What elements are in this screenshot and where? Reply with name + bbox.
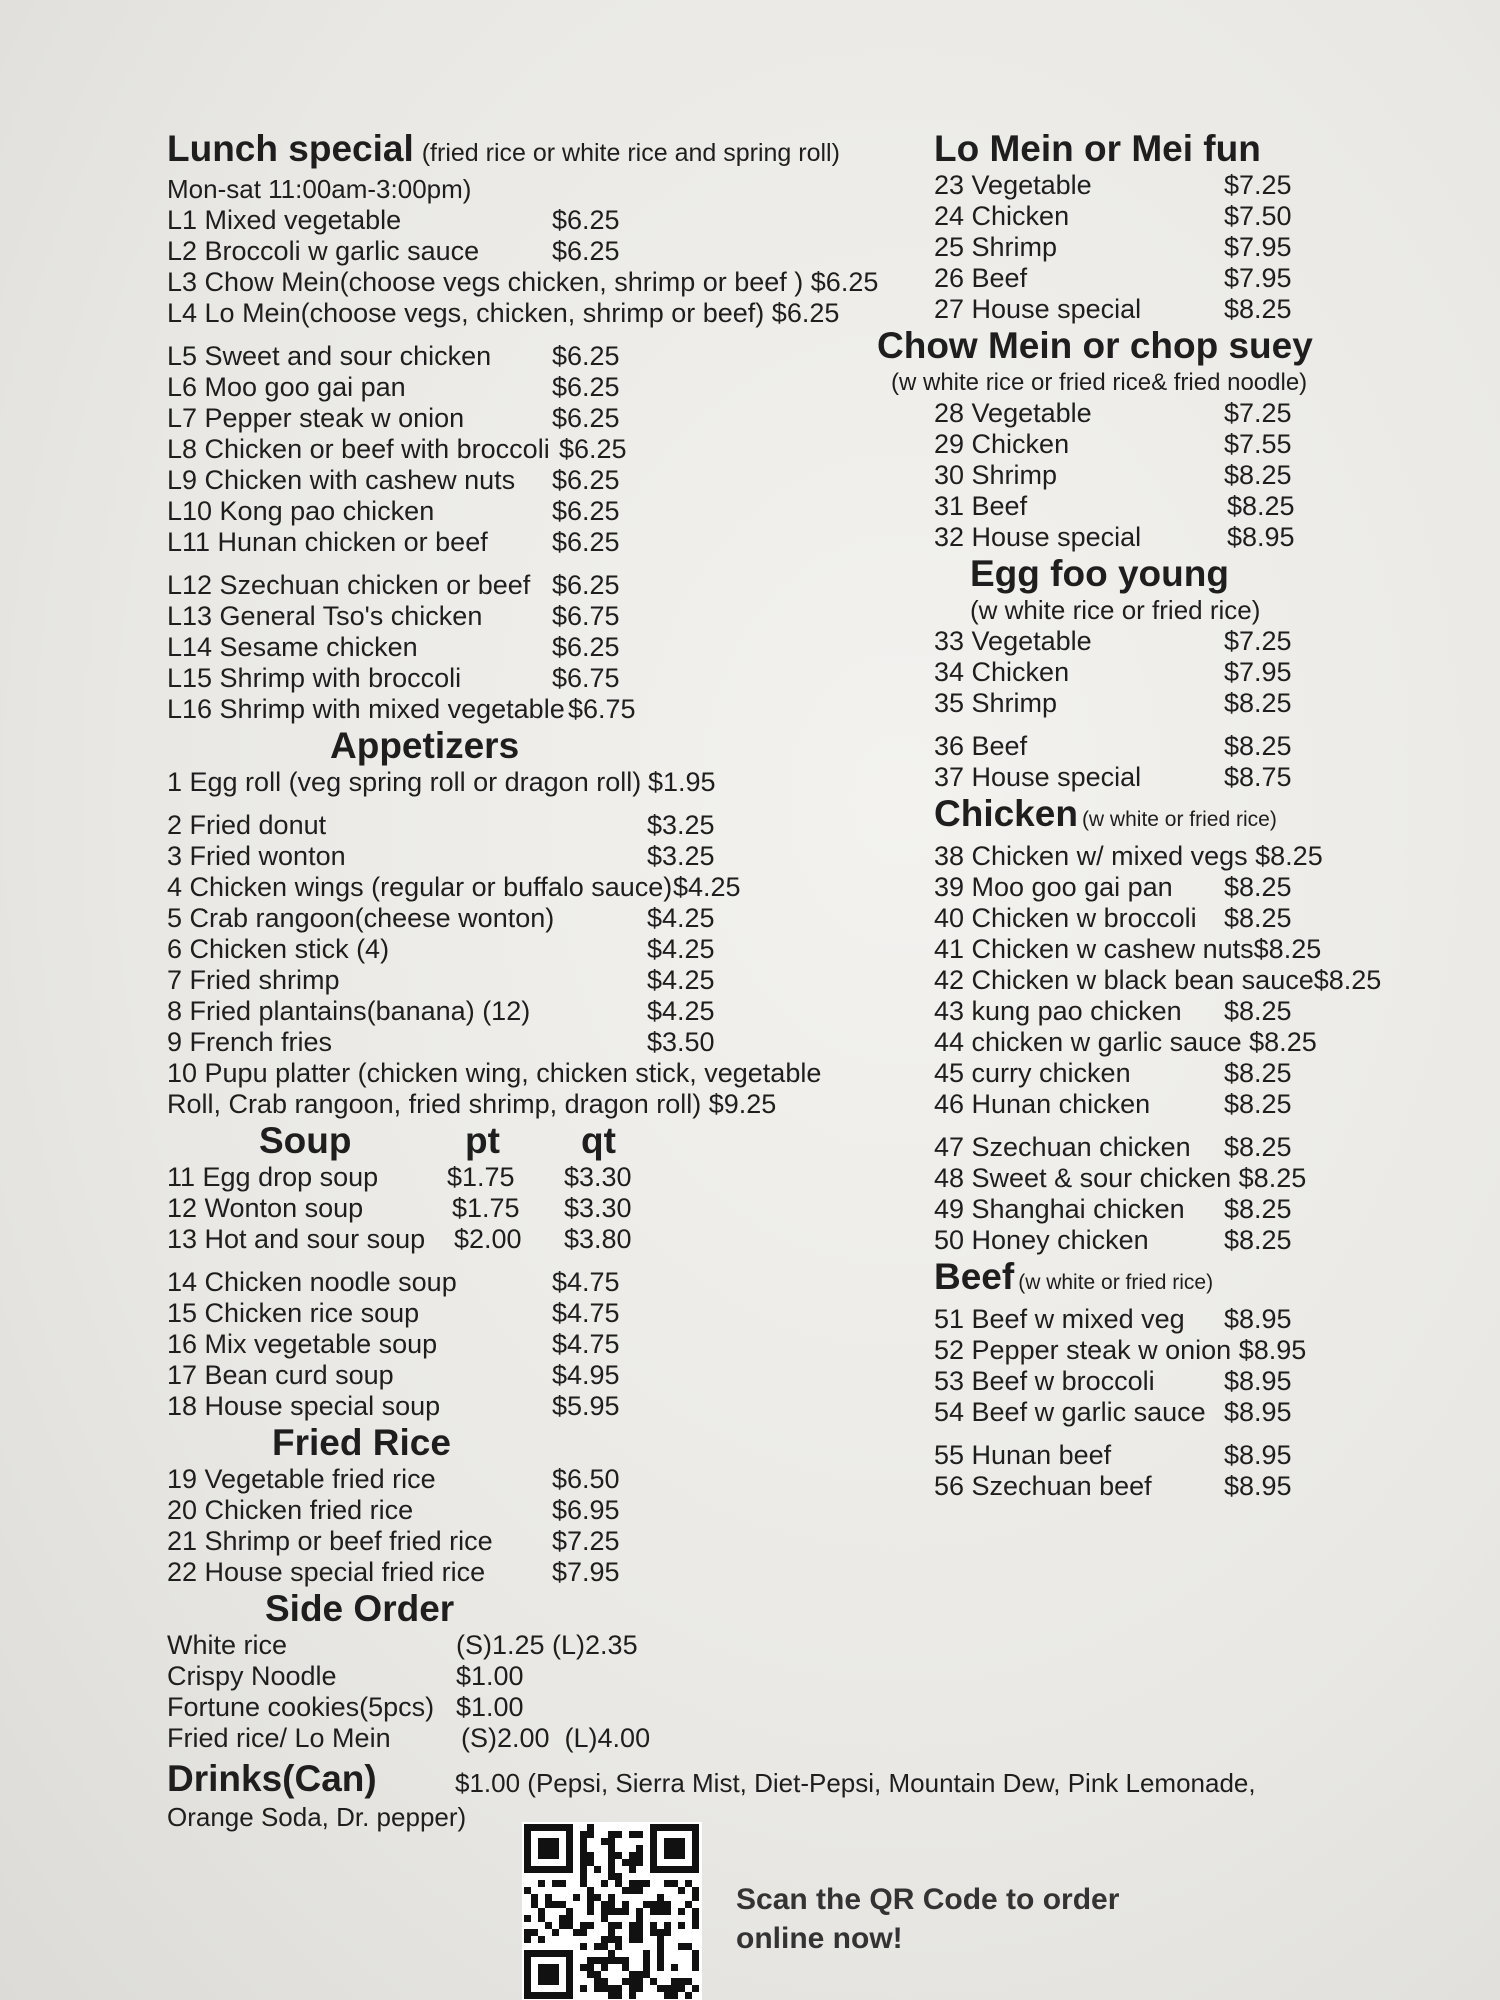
item-name: White rice (167, 1630, 288, 1660)
item-price: $7.95 (1224, 232, 1292, 262)
item-name: L4 Lo Mein(choose vegs, chicken, shrimp or beef) $6.25 (167, 298, 840, 328)
item-name: 53 Beef w broccoli (934, 1366, 1155, 1396)
item-price: $7.50 (1224, 201, 1292, 231)
item-price-pt: $2.00 (454, 1224, 522, 1254)
item-name: 25 Shrimp (934, 232, 1058, 262)
menu-item (167, 372, 887, 403)
menu-item (934, 841, 1437, 872)
chow-mein-section (877, 325, 1437, 553)
item-price-pt: $1.75 (447, 1162, 515, 1192)
side-order-section (167, 1588, 887, 1754)
item-name: 21 Shrimp or beef fried rice (167, 1526, 493, 1556)
menu-item (934, 294, 1437, 325)
item-price: $4.75 (552, 1267, 620, 1297)
item-name: 55 Hunan beef (934, 1440, 1112, 1470)
menu-item (167, 1557, 887, 1588)
item-name: 52 Pepper steak w onion $8.95 (934, 1335, 1307, 1365)
menu-item (934, 201, 1437, 232)
chicken-heading (934, 793, 1437, 841)
chicken-title: Chicken (934, 793, 1078, 834)
item-price: $6.25 (552, 465, 620, 495)
beef-title: Beef (934, 1256, 1015, 1297)
item-price-qt: $3.80 (564, 1224, 632, 1254)
item-price: $6.25 (552, 372, 620, 402)
menu-item (934, 1304, 1437, 1335)
item-name: 42 Chicken w black bean sauce$8.25 (934, 965, 1382, 995)
lo-mein-section (877, 128, 1437, 325)
menu-item (167, 996, 887, 1027)
item-name: 28 Vegetable (934, 398, 1092, 428)
item-price: (S)2.00 (L)4.00 (461, 1723, 651, 1753)
item-name: 1 Egg roll (veg spring roll or dragon roll) (167, 767, 642, 797)
item-name: 3 Fried wonton (167, 841, 346, 871)
item-price: $8.25 (1224, 294, 1292, 324)
item-name: 48 Sweet & sour chicken $8.25 (934, 1163, 1307, 1193)
appetizers-section (167, 725, 887, 1120)
item-name: 39 Moo goo gai pan (934, 872, 1173, 902)
item-price: $8.25 (1224, 1225, 1292, 1255)
item-name: 41 Chicken w cashew nuts$8.25 (934, 934, 1322, 964)
chow-mein-title-text: Chow Mein or chop suey (877, 325, 1313, 366)
menu-item (934, 1089, 1437, 1120)
menu-item (167, 767, 887, 798)
item-name: L6 Moo goo gai pan (167, 372, 406, 402)
menu-item (934, 903, 1437, 934)
item-price: $5.95 (552, 1391, 620, 1421)
item-price-qt: $3.30 (564, 1162, 632, 1192)
item-name: L13 General Tso's chicken (167, 601, 483, 631)
item-name: 24 Chicken (934, 201, 1070, 231)
egg-foo-young-title (934, 553, 1437, 595)
item-price: $8.25 (1224, 903, 1292, 933)
item-name: 54 Beef w garlic sauce (934, 1397, 1206, 1427)
egg-foo-young-note: (w white rice or fried rice) (970, 595, 1261, 625)
chow-mein-items (877, 398, 1437, 553)
item-price: $8.25 (1224, 1132, 1292, 1162)
item-price: $6.25 (552, 496, 620, 526)
lunch-items-a (167, 205, 887, 329)
beef-heading (934, 1256, 1437, 1304)
menu-item (167, 694, 887, 725)
drinks-title: Drinks(Can) (167, 1758, 377, 1799)
item-name: L15 Shrimp with broccoli (167, 663, 462, 693)
item-name: 14 Chicken noodle soup (167, 1267, 457, 1297)
item-price: $8.95 (1224, 1440, 1292, 1470)
item-name: 18 House special soup (167, 1391, 441, 1421)
fried-rice-title-text: Fried Rice (272, 1422, 451, 1463)
lunch-items-c (167, 570, 887, 725)
drinks-line-1: $1.00 (Pepsi, Sierra Mist, Diet-Pepsi, Mountain Dew, Pink Lemonade, (455, 1768, 1256, 1798)
item-name: 9 French fries (167, 1027, 333, 1057)
item-name: 10 Pupu platter (chicken wing, chicken stick, vegetable (167, 1058, 822, 1088)
item-price: $4.25 (647, 903, 715, 933)
menu-item (167, 1058, 887, 1089)
chow-mein-note: (w white rice or fried rice& fried noodle) (891, 369, 1308, 396)
item-price: $4.25 (647, 934, 715, 964)
item-name: 12 Wonton soup (167, 1193, 364, 1223)
item-name: L3 Chow Mein(choose vegs chicken, shrimp or beef ) $6.25 (167, 267, 879, 297)
menu-item (167, 496, 887, 527)
menu-item (167, 872, 887, 903)
item-name: 16 Mix vegetable soup (167, 1329, 438, 1359)
item-name: 56 Szechuan beef (934, 1471, 1152, 1501)
item-name: 8 Fried plantains(banana) (12) (167, 996, 531, 1026)
menu-item (934, 263, 1437, 294)
menu-item (167, 1193, 887, 1224)
item-name: Crispy Noodle (167, 1661, 337, 1691)
menu-item (167, 298, 887, 329)
menu-item (934, 872, 1437, 903)
item-price: $6.25 (559, 434, 627, 464)
menu-item (167, 1162, 887, 1193)
item-name: Fried rice/ Lo Mein (167, 1723, 391, 1753)
qr-code-pattern (522, 1822, 702, 2000)
chicken-section (877, 793, 1437, 1256)
item-name: 50 Honey chicken (934, 1225, 1149, 1255)
qr-code-icon[interactable] (522, 1822, 702, 2000)
item-name: L5 Sweet and sour chicken (167, 341, 492, 371)
item-price: $8.25 (1224, 1089, 1292, 1119)
menu-item (167, 1661, 887, 1692)
menu-item (167, 841, 887, 872)
menu-item (167, 1027, 887, 1058)
menu-item (934, 170, 1437, 201)
menu-item (167, 1360, 887, 1391)
drinks-line-2: Orange Soda, Dr. pepper) (167, 1802, 467, 1832)
soup-section (167, 1120, 887, 1422)
item-price: $3.50 (647, 1027, 715, 1057)
lunch-special-title: Lunch special (167, 128, 414, 169)
menu-item (167, 1692, 887, 1723)
item-price: $7.25 (1224, 398, 1292, 428)
side-order-title (167, 1588, 887, 1630)
chow-mein-title (877, 325, 1437, 367)
menu-item (167, 1464, 887, 1495)
menu-item (934, 1058, 1437, 1089)
beef-section (877, 1256, 1437, 1502)
item-name: L7 Pepper steak w onion (167, 403, 465, 433)
item-name: 34 Chicken (934, 657, 1070, 687)
menu-item (167, 1267, 887, 1298)
item-price: $8.25 (1224, 1194, 1292, 1224)
beef-note: (w white or fried rice) (1018, 1271, 1214, 1294)
item-price: $8.75 (1224, 762, 1292, 792)
item-name: 19 Vegetable fried rice (167, 1464, 436, 1494)
menu-item (934, 688, 1437, 719)
menu-item (167, 341, 887, 372)
item-price: $8.95 (1227, 522, 1295, 552)
item-price: $6.25 (552, 527, 620, 557)
menu-item (167, 810, 887, 841)
item-name: 44 chicken w garlic sauce $8.25 (934, 1027, 1317, 1057)
item-name: 26 Beef (934, 263, 1028, 293)
lo-mein-title (934, 128, 1437, 170)
menu-item (167, 1224, 887, 1255)
item-name: L8 Chicken or beef with broccoli (167, 434, 550, 464)
menu-item (934, 398, 1437, 429)
item-price: $8.25 (1224, 460, 1292, 490)
drinks-section (167, 1758, 1417, 1833)
menu-item (934, 522, 1437, 553)
menu-item (167, 465, 887, 496)
menu-item (167, 903, 887, 934)
menu-item (934, 1397, 1437, 1428)
item-name: L9 Chicken with cashew nuts (167, 465, 516, 495)
item-name: 45 curry chicken (934, 1058, 1131, 1088)
left-column (167, 128, 887, 1754)
menu-item (934, 232, 1437, 263)
menu-item (934, 429, 1437, 460)
menu-item (167, 1723, 887, 1754)
lunch-items-b (167, 341, 887, 558)
qr-caption-line-1: Scan the QR Code to order (736, 1883, 1120, 1916)
qr-caption-line-2: online now! (736, 1922, 903, 1955)
item-name: 22 House special fried rice (167, 1557, 486, 1587)
lunch-special-section (167, 128, 887, 725)
item-name: L1 Mixed vegetable (167, 205, 402, 235)
item-price: $6.25 (552, 403, 620, 433)
menu-item (167, 527, 887, 558)
menu-item (167, 601, 887, 632)
menu-item (934, 460, 1437, 491)
item-name: 31 Beef (934, 491, 1028, 521)
item-name: 5 Crab rangoon(cheese wonton) (167, 903, 555, 933)
soup-heading (167, 1120, 887, 1162)
item-name: 36 Beef (934, 731, 1028, 761)
menu-item (934, 965, 1437, 996)
item-name: L12 Szechuan chicken or beef (167, 570, 531, 600)
menu-item (167, 403, 887, 434)
item-price: $4.25 (647, 996, 715, 1026)
item-name: L10 Kong pao chicken (167, 496, 435, 526)
menu-item (934, 731, 1437, 762)
item-name: 51 Beef w mixed veg (934, 1304, 1185, 1334)
menu-item (934, 996, 1437, 1027)
item-name: 32 House special (934, 522, 1142, 552)
item-price: $6.75 (552, 601, 620, 631)
menu-item (167, 1329, 887, 1360)
item-name: 13 Hot and sour soup (167, 1224, 426, 1254)
item-price-pt: $1.75 (452, 1193, 520, 1223)
menu-item (934, 1163, 1437, 1194)
item-name: L16 Shrimp with mixed vegetable (167, 694, 565, 724)
fried-rice-title (167, 1422, 887, 1464)
item-name: L11 Hunan chicken or beef (167, 527, 488, 557)
menu-item (934, 1027, 1437, 1058)
item-name: 17 Bean curd soup (167, 1360, 394, 1390)
item-price: $8.95 (1224, 1366, 1292, 1396)
menu-item (167, 236, 887, 267)
soup-pt-header: pt (465, 1120, 500, 1161)
item-name: 43 kung pao chicken (934, 996, 1182, 1026)
item-price: $6.75 (552, 663, 620, 693)
appetizers-title (167, 725, 887, 767)
item-name: 11 Egg drop soup (167, 1162, 379, 1192)
item-price: $6.25 (552, 341, 620, 371)
item-price: $3.25 (647, 810, 715, 840)
menu-item (167, 267, 887, 298)
item-price: $7.25 (1224, 170, 1292, 200)
appetizers-title-text: Appetizers (330, 725, 520, 766)
item-name: 33 Vegetable (934, 626, 1092, 656)
item-name: 49 Shanghai chicken (934, 1194, 1185, 1224)
egg-foo-young-section (877, 553, 1437, 793)
item-price: $1.00 (456, 1692, 524, 1722)
item-name: 15 Chicken rice soup (167, 1298, 420, 1328)
menu-item (934, 1366, 1437, 1397)
menu-item (934, 626, 1437, 657)
item-name: 7 Fried shrimp (167, 965, 340, 995)
menu-item (167, 1526, 887, 1557)
item-price: $7.95 (1224, 263, 1292, 293)
item-price: $1.95 (648, 767, 716, 797)
item-name: L14 Sesame chicken (167, 632, 418, 662)
menu-item (934, 1471, 1437, 1502)
menu-item (167, 1495, 887, 1526)
item-name: 29 Chicken (934, 429, 1070, 459)
menu-item (934, 1335, 1437, 1366)
item-price: $7.95 (1224, 657, 1292, 687)
item-name: 37 House special (934, 762, 1142, 792)
menu-item (167, 632, 887, 663)
item-name: 20 Chicken fried rice (167, 1495, 414, 1525)
item-price: $1.00 (456, 1661, 524, 1691)
menu-item (934, 762, 1437, 793)
item-price-qt: $3.30 (564, 1193, 632, 1223)
item-price: $8.25 (1224, 688, 1292, 718)
lunch-special-note: (fried rice or white rice and spring roll) (421, 139, 840, 167)
item-price: $4.75 (552, 1298, 620, 1328)
item-price: $7.25 (1224, 626, 1292, 656)
right-column (877, 128, 1437, 1502)
item-price: $4.25 (673, 872, 741, 902)
soup-qt-header: qt (581, 1120, 616, 1161)
item-price: $6.50 (552, 1464, 620, 1494)
soup-title: Soup (259, 1120, 352, 1161)
item-price: $7.95 (552, 1557, 620, 1587)
item-name: 46 Hunan chicken (934, 1089, 1151, 1119)
item-name: 30 Shrimp (934, 460, 1058, 490)
item-price: $8.95 (1224, 1304, 1292, 1334)
item-price: $8.25 (1224, 1058, 1292, 1088)
item-price: $8.25 (1227, 491, 1295, 521)
item-price: $8.25 (1224, 996, 1292, 1026)
item-name: 6 Chicken stick (4) (167, 934, 390, 964)
item-name: 40 Chicken w broccoli (934, 903, 1197, 933)
qr-caption (736, 1880, 1119, 1958)
chicken-note: (w white or fried rice) (1081, 808, 1277, 831)
lo-mein-title-text: Lo Mein or Mei fun (934, 128, 1261, 169)
item-name: L2 Broccoli w garlic sauce (167, 236, 480, 266)
item-price: $6.25 (552, 236, 620, 266)
lunch-special-heading (167, 128, 887, 174)
item-price: $8.95 (1224, 1471, 1292, 1501)
menu-item (167, 1089, 887, 1120)
item-name: 2 Fried donut (167, 810, 327, 840)
item-price: $4.25 (647, 965, 715, 995)
item-price: $6.95 (552, 1495, 620, 1525)
menu-item (167, 1630, 887, 1661)
item-name: Roll, Crab rangoon, fried shrimp, dragon roll) $9.25 (167, 1089, 777, 1119)
menu-item (167, 934, 887, 965)
menu-item (167, 663, 887, 694)
menu-item (934, 934, 1437, 965)
item-price: $6.25 (552, 632, 620, 662)
menu-item (167, 434, 887, 465)
item-name: Fortune cookies(5pcs) (167, 1692, 435, 1722)
item-name: 47 Szechuan chicken (934, 1132, 1191, 1162)
item-name: 4 Chicken wings (regular or buffalo sauce) (167, 872, 673, 902)
item-price: (S)1.25 (L)2.35 (456, 1630, 638, 1660)
menu-item (934, 1132, 1437, 1163)
menu-item (934, 657, 1437, 688)
menu-item (167, 205, 887, 236)
menu-item (167, 965, 887, 996)
item-price: $6.25 (552, 570, 620, 600)
item-name: 35 Shrimp (934, 688, 1058, 718)
item-price: $6.25 (552, 205, 620, 235)
item-price: $8.95 (1224, 1397, 1292, 1427)
item-price: $7.25 (552, 1526, 620, 1556)
menu-item (934, 1194, 1437, 1225)
item-name: 27 House special (934, 294, 1142, 324)
menu-item (167, 570, 887, 601)
menu-item (167, 1298, 887, 1329)
item-price: $4.95 (552, 1360, 620, 1390)
menu-item (934, 491, 1437, 522)
item-price: $6.75 (568, 694, 636, 724)
menu-item (934, 1440, 1437, 1471)
fried-rice-section (167, 1422, 887, 1588)
menu-item (167, 1391, 887, 1422)
item-price: $4.75 (552, 1329, 620, 1359)
item-price: $8.25 (1224, 872, 1292, 902)
item-name: 23 Vegetable (934, 170, 1092, 200)
item-price: $3.25 (647, 841, 715, 871)
item-price: $8.25 (1224, 731, 1292, 761)
egg-foo-young-title-text: Egg foo young (970, 553, 1229, 594)
side-order-title-text: Side Order (265, 1588, 455, 1629)
lunch-hours: Mon-sat 11:00am-3:00pm) (167, 174, 472, 204)
menu-item (934, 1225, 1437, 1256)
item-price: $7.55 (1224, 429, 1292, 459)
item-name: 38 Chicken w/ mixed vegs $8.25 (934, 841, 1323, 871)
